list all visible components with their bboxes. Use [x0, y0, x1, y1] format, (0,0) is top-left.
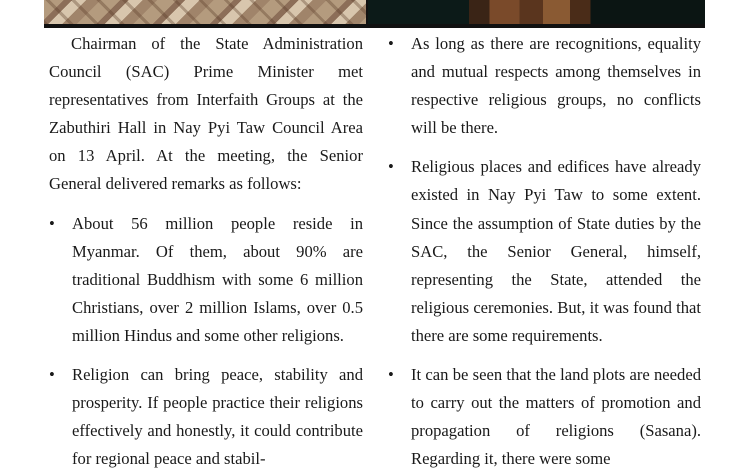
left-column	[49, 30, 363, 473]
bullet-item: • Religious places and edifices have already existed in Nay Pyi Taw to some extent. Since the assumption of State duties by the SAC, the Senior General, himself, representing the State, attended the religious ceremonies. But, it was found that there are some requirements.	[388, 153, 701, 350]
left-bullet-list	[49, 210, 363, 473]
right-column	[388, 30, 701, 473]
right-bullet-list	[388, 30, 701, 473]
photo-strip	[44, 0, 705, 28]
photo-meeting-hall-interior	[368, 0, 705, 24]
bullet-item: • Religion can bring peace, stability and prosperity. If people practice their religions effectively and honestly, it could contribute for regional peace and stabil-	[49, 361, 363, 473]
photo-meeting-hall-carpet	[44, 0, 366, 24]
bullet-item: • It can be seen that the land plots are needed to carry out the matters of promotion and propagation of religions (Sasana). Regarding it, there were some	[388, 361, 701, 473]
bullet-item: • About 56 million people reside in Myanmar. Of them, about 90% are traditional Buddhism with some 6 million Christians, over 2 million Islams, over 0.5 million Hindus and some other religions.	[49, 210, 363, 350]
intro-paragraph: Chairman of the State Administration Council (SAC) Prime Minister met representatives from Interfaith Groups at the Zabuthiri Hall in Nay Pyi Taw Council Area on 13 April. At the meeting, the Senior General delivered remarks as follows:	[49, 34, 363, 194]
bullet-item: • As long as there are recognitions, equality and mutual respects among themselves in respective religious groups, no conflicts will be there.	[388, 30, 701, 142]
